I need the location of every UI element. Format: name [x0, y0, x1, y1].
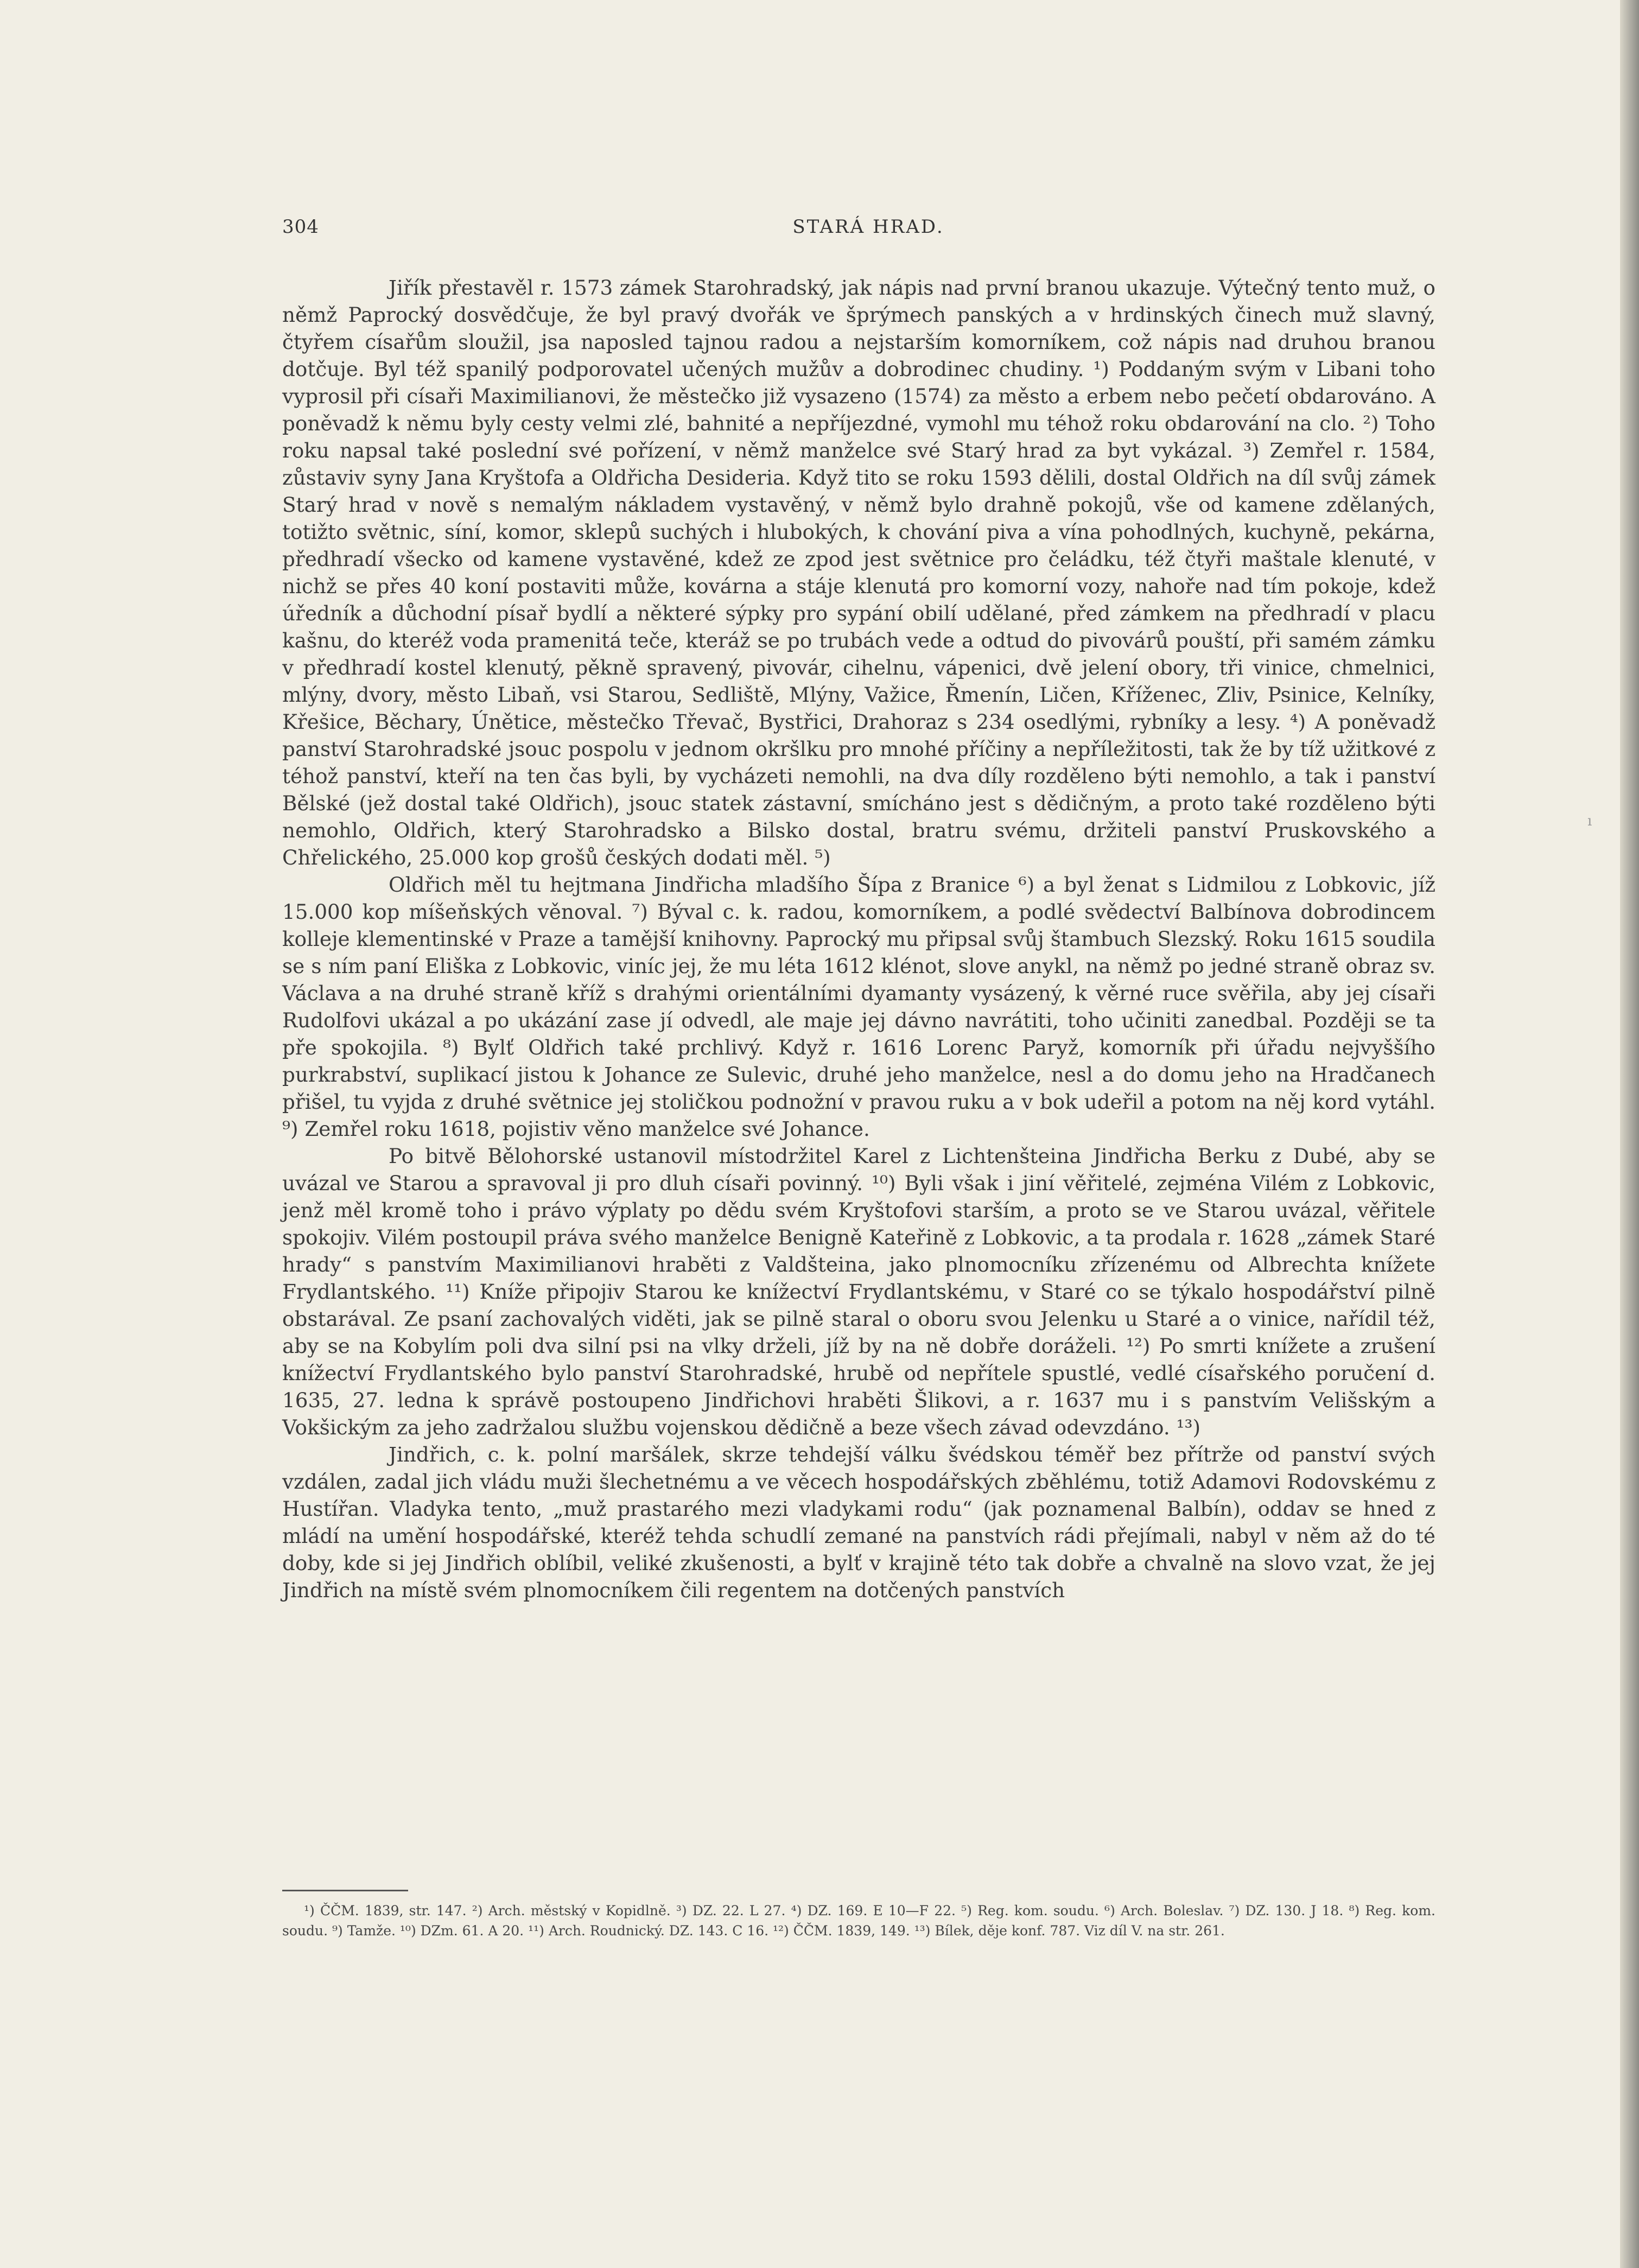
body-text — [282, 274, 1435, 1604]
page-edge-shadow — [1620, 0, 1639, 2268]
running-title: STARÁ HRAD. — [792, 216, 944, 238]
paragraph-2: Oldřich měl tu hejtmana Jindřicha mladšího Šípa z Branice ⁶) a byl ženat s Lidmilou z Lobkovic, jíž 15.000 kop míšeňských věnoval. ⁷) Býval c. k. radou, komorníkem, a podlé svědectví Balbínova dobrodincem kolleje klementinské v Praze a tamější knihovny. Paprocký mu připsal svůj štambuch Slezský. Roku 1615 soudila se s ním paní Eliška z Lobkovic, viníc jej, že mu léta 1612 klénot, slove anykl, na němž po jedné straně obraz sv. Václava a na druhé straně kříž s drahými orientálními dyamanty vysázený, k věrné ruce svěřila, aby jej císaři Rudolfovi ukázal a po ukázání zase jí odvedl, ale maje jej dávno navrátiti, toho učiniti zanedbal. Později se ta pře spokojila. ⁸) Bylť Oldřich také prchlivý. Když r. 1616 Lorenc Paryž, komorník při úřadu nejvyššího purkrabství, suplikací jistou k Johance ze Sulevic, druhé jeho manželce, nesl a do domu jeho na Hradčanech přišel, tu vyjda z druhé světnice jej stoličkou podnožní v pravou ruku a v bok udeřil a potom na něj kord vytáhl. ⁹) Zemřel roku 1618, pojistiv věno manželce své Johance. — [282, 873, 1435, 1141]
footnote-divider — [282, 1890, 408, 1891]
paragraph-3: Po bitvě Bělohorské ustanovil místodržitel Karel z Lichtenšteina Jindřicha Berku z Dubé, aby se uvázal ve Starou a spravoval ji pro dluh císaři povinný. ¹⁰) Byli však i jiní věřitelé, zejména Vilém z Lobkovic, jenž měl kromě toho i právo výplaty po dědu svém Kryštofovi starším, a proto se ve Starou uvázal, věřitele spokojiv. Vilém postoupil práva svého manželce Benigně Kateřině z Lobkovic, a ta prodala r. 1628 „zámek Staré hrady“ s panstvím Maximilianovi hraběti z Valdšteina, jako plnomocníku zřízenému od Albrechta knížete Frydlantského. ¹¹) Kníže připojiv Starou ke knížectví Frydlantskému, v Staré co se týkalo hospodářství pilně obstarával. Ze psaní zachovalých viděti, jak se pilně staral o oboru svou Jelenku u Staré a o vinice, nařídil též, aby se na Kobylím poli dva silní psi na vlky drželi, jíž by na ně dobře doráželi. ¹²) Po smrti knížete a zrušení knížectví Frydlantského bylo panství Starohradské, hrubě od nepřítele spustlé, vedlé císařského poručení d. 1635, 27. ledna k správě postoupeno Jindřichovi hraběti Šlikovi, a r. 1637 mu i s panstvím Velišským a Vokšickým za jeho zadržalou službu vojenskou dědičně a beze všech závad odevzdáno. ¹³) — [282, 1144, 1435, 1439]
page-header — [282, 216, 1454, 249]
page-number: 304 — [282, 216, 319, 238]
paragraph-4: Jindřich, c. k. polní maršálek, skrze tehdejší válku švédskou téměř bez přítrže od panství svých vzdálen, zadal jich vládu muži šlechetnému a ve věcech hospodářských zběhlému, totiž Adamovi Rodovskému z Hustířan. Vladyka tento, „muž prastarého mezi vladykami rodu“ (jak poznamenal Balbín), oddav se hned z mládí na umění hospodářské, kteréž tehda schudlí zemané na panstvích rádi přejímali, nabyl v něm až do té doby, kde si jej Jindřich oblíbil, veliké zkušenosti, a bylť v krajině této tak dobře a chvalně na slovo vzat, že jej Jindřich na místě svém plnomocníkem čili regentem na dotčených panstvích — [282, 1443, 1435, 1602]
margin-tick-mark: ı — [1587, 813, 1592, 829]
paragraph-1: Jiřík přestavěl r. 1573 zámek Starohradský, jak nápis nad první branou ukazuje. Výtečný tento muž, o němž Paprocký dosvědčuje, že byl pravý dvořák ve šprýmech panských a v hrdinských činech muž slavný, čtyřem císařům sloužil, jsa naposled tajnou radou a nejstarším komorníkem, což nápis nad druhou branou dotčuje. Byl též spanilý podporovatel učených mužův a dobrodinec chudiny. ¹) Poddaným svým v Libani toho vyprosil při císaři Maximilianovi, že městečko již vysazeno (1574) za město a erbem nebo pečetí obdarováno. A poněvadž k němu byly cesty velmi zlé, bahnité a nepříjezdné, vymohl mu téhož roku obdarování na clo. ²) Toho roku napsal také poslední své pořízení, v němž manželce své Starý hrad za byt vykázal. ³) Zemřel r. 1584, zůstaviv syny Jana Kryštofa a Oldřicha Desideria. Když tito se roku 1593 dělili, dostal Oldřich na díl svůj zámek Starý hrad v nově s nemalým nákladem vystavěný, v němž bylo drahně pokojů, vše od kamene zdělaných, totižto světnic, síní, komor, sklepů suchých i hlubokých, k chování piva a vína pohodlných, kuchyně, pekárna, předhradí všecko od kamene vystavěné, kdež ze zpod jest světnice pro čeládku, též čtyři maštale klenuté, v nichž se přes 40 koní postaviti může, kovárna a stáje klenutá pro komorní vozy, nahoře nad tím pokoje, kdež úředník a důchodní písař bydlí a některé sýpky pro sypání obilí udělané, před zámkem na předhradí v placu kašnu, do kteréž voda pramenitá teče, kteráž se po trubách vede a odtud do pivovárů pouští, při samém zámku v předhradí kostel klenutý, pěkně spravený, pivovár, cihelnu, vápenici, dvě jelení obory, tři vinice, chmelnici, mlýny, dvory, město Libaň, vsi Starou, Sedliště, Mlýny, Važice, Řmenín, Ličen, Kříženec, Zliv, Psinice, Kelníky, Křešice, Běchary, Únětice, městečko Třevač, Bystřici, Drahoraz s 234 osedlými, rybníky a lesy. ⁴) A poněvadž panství Starohradské jsouc pospolu v jednom okršlku pro mnohé příčiny a nepříležitosti, tak že by tíž užitkové z téhož panství, kteří na ten čas byli, by vycházeti nemohli, na dva díly rozděleno býti nemohlo, a tak i panství Bělské (jež dostal také Oldřich), jsouc statek zástavní, smícháno jest s dědičným, a proto také rozděleno býti nemohlo, Oldřich, který Starohradsko a Bilsko dostal, bratru svému, držiteli panství Pruskovského a Chřelického, 25.000 kop grošů českých dodati měl. ⁵) — [282, 276, 1435, 869]
footnotes: ¹) ČČM. 1839, str. 147. ²) Arch. městský v Kopidlně. ³) DZ. 22. L 27. ⁴) DZ. 169. E 10—F 22. ⁵) Reg. kom. soudu. ⁶) Arch. Boleslav. ⁷) DZ. 130. J 18. ⁸) Reg. kom. soudu. ⁹) Tamže. ¹⁰) DZm. 61. A 20. ¹¹) Arch. Roudnický. DZ. 143. C 16. ¹²) ČČM. 1839, 149. ¹³) Bílek, děje konf. 787. Viz díl V. na str. 261. — [282, 1903, 1435, 1939]
